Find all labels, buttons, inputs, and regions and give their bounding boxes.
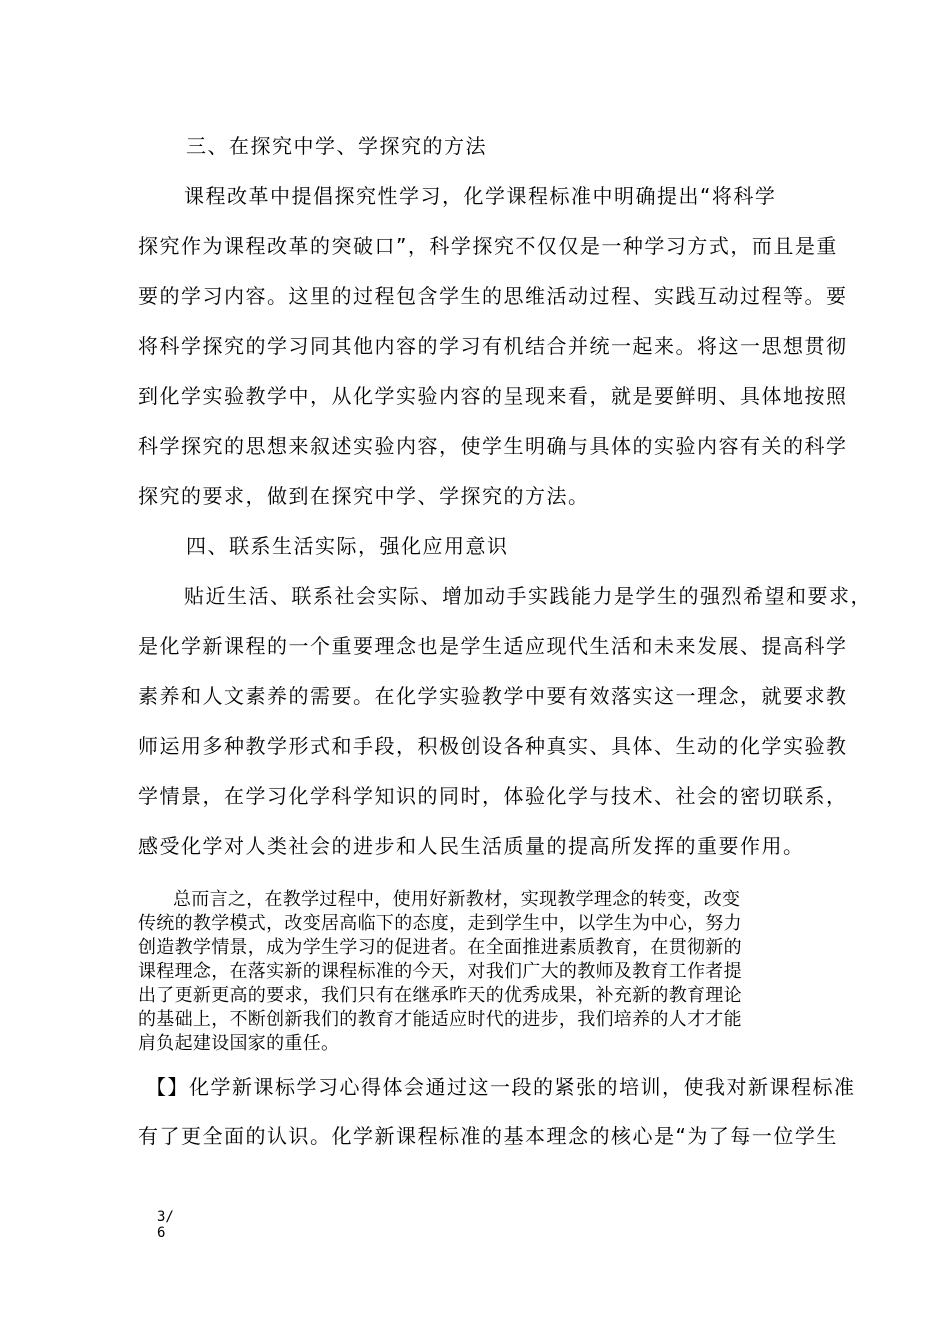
page-number-line-2: 6: [157, 1225, 166, 1241]
section4-line-6: 感受化学对人类社会的进步和人民生活质量的提高所发挥的重要作用。: [138, 834, 805, 858]
summary-line-5: 出了更新更高的要求，我们只有在继承昨天的优秀成果，补充新的教育理论: [138, 985, 742, 1006]
section4-line-4: 师运用多种教学形式和手段，积极创设各种真实、具体、生动的化学实验教: [138, 734, 848, 758]
page-number-line-1: 3/: [157, 1209, 174, 1225]
section3-line-4: 将科学探究的学习同其他内容的学习有机结合并统一起来。将这一思想贯彻: [138, 334, 848, 358]
section4-line-5: 学情景，在学习化学科学知识的同时，体验化学与技术、社会的密切联系，: [138, 784, 848, 808]
section4-heading: 四、联系生活实际，强化应用意识: [186, 534, 509, 558]
summary-line-6: 的基础上，不断创新我们的教育才能适应时代的进步，我们培养的人才才能: [138, 1009, 742, 1030]
section3-line-7: 探究的要求，做到在探究中学、学探究的方法。: [138, 484, 590, 508]
section3-line-3: 要的学习内容。这里的过程包含学生的思维活动过程、实践互动过程等。要: [138, 284, 848, 308]
section4-line-3: 素养和人文素养的需要。在化学实验教学中要有效落实这一理念，就要求教: [138, 684, 848, 708]
page-number: [157, 1209, 174, 1241]
section4-line-1: 贴近生活、联系社会实际、增加动手实践能力是学生的强烈希望和要求，: [184, 584, 872, 608]
section3-line-5: 到化学实验教学中，从化学实验内容的呈现来看，就是要鲜明、具体地按照: [138, 384, 848, 408]
summary-line-1: 总而言之，在教学过程中，使用好新教材，实现教学理念的转变，改变: [173, 889, 741, 910]
summary-line-3: 创造教学情景，成为学生学习的促进者。在全面推进素质教育，在贯彻新的: [138, 937, 742, 958]
summary-line-7: 肩负起建设国家的重任。: [138, 1033, 340, 1054]
section3-heading: 三、在探究中学、学探究的方法: [186, 134, 487, 158]
summary-line-2: 传统的教学模式，改变居高临下的态度，走到学生中，以学生为中心，努力: [138, 913, 742, 934]
next-article-line-2: 有了更全面的认识。化学新课程标准的基本理念的核心是“为了每一位学生: [138, 1124, 838, 1148]
section3-line-6: 科学探究的思想来叙述实验内容，使学生明确与具体的实验内容有关的科学: [138, 434, 848, 458]
next-article-line-1: 【】化学新课标学习心得体会通过这一段的紧张的培训，使我对新课程标准: [146, 1075, 856, 1099]
section4-line-2: 是化学新课程的一个重要理念也是学生适应现代生活和未来发展、提高科学: [138, 634, 848, 658]
summary-line-4: 课程理念，在落实新的课程标准的今天，对我们广大的教师及教育工作者提: [138, 961, 742, 982]
section3-line-1: 课程改革中提倡探究性学习，化学课程标准中明确提出“将科学: [184, 184, 777, 208]
section3-line-2: 探究作为课程改革的突破口”，科学探究不仅仅是一种学习方式，而且是重: [138, 234, 838, 258]
